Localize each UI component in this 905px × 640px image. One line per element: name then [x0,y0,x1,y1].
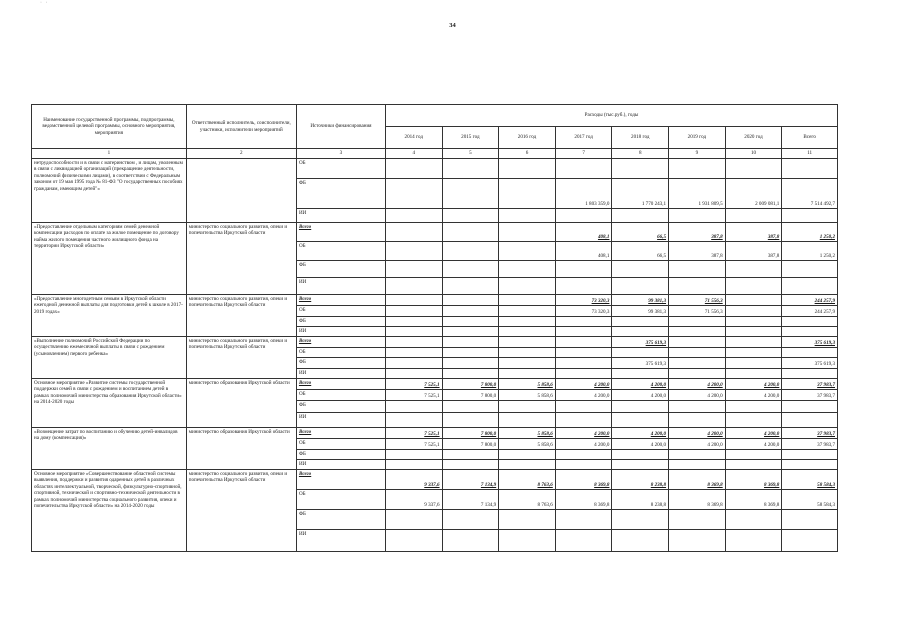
column-number: 10 [725,149,782,159]
year-value-cell: 5 858,6 [499,390,556,401]
year-value-cell [725,401,782,413]
year-value-cell: 8 369,8 [555,490,612,510]
year-value-cell [385,261,442,278]
year-value-cell [555,159,612,179]
year-value-cell: 4 200,0 [555,390,612,401]
year-value-cell [499,460,556,470]
year-value-cell: 387,8 [725,223,782,242]
year-value-cell: 5 858,6 [499,428,556,439]
year-value-cell [499,369,556,379]
year-value-cell [499,530,556,552]
year-value-cell [499,510,556,530]
total-value-cell: 1 250,2 [782,242,838,261]
year-value-cell [555,460,612,470]
table-row [32,379,838,390]
year-value-cell [669,369,726,379]
year-value-cell [442,242,499,261]
year-value-cell [385,369,442,379]
funding-source-cell: ИИ [296,530,385,552]
column-number: 6 [499,149,556,159]
year-value-cell [725,278,782,295]
program-name-cell: «Предоставление отдельным категориям семей денежной компенсации расходов по оплате за жилое помещение по договору найма жилого помещения частного жилищного фонда на территории Иркутской области» [32,223,187,295]
year-value-cell: 99 381,3 [612,295,669,306]
year-value-cell [725,295,782,306]
funding-source-cell: ОБ [296,306,385,317]
year-value-cell [442,295,499,306]
year-value-cell: 4 200,0 [669,379,726,390]
year-value-cell [499,278,556,295]
total-value-cell: 37 983,7 [782,379,838,390]
year-value-cell [612,369,669,379]
year-value-cell [725,450,782,460]
year-value-cell [669,159,726,179]
year-value-cell [385,327,442,337]
total-value-cell [782,261,838,278]
total-value-cell [782,530,838,552]
year-value-cell [725,261,782,278]
funding-source-cell: ИИ [296,460,385,470]
year-value-cell: 8 238,8 [612,490,669,510]
executor-cell [186,159,296,223]
total-value-cell [782,348,838,358]
year-value-cell: 73 320,3 [555,306,612,317]
year-value-cell: 4 200,0 [725,390,782,401]
year-value-cell: 1 770 243,1 [612,179,669,209]
table-row [32,295,838,306]
header-year: 2018 год [612,127,669,149]
year-value-cell: 1 803 359,0 [555,179,612,209]
year-value-cell [442,337,499,348]
funding-source-cell: Всего [296,470,385,490]
year-value-cell: 66,5 [612,223,669,242]
year-value-cell: 7 134,9 [442,490,499,510]
year-value-cell: 9 337,6 [385,490,442,510]
year-value-cell [612,413,669,428]
year-value-cell [442,460,499,470]
year-value-cell: 4 200,0 [669,439,726,450]
year-value-cell [385,295,442,306]
total-value-cell: 244 257,9 [782,295,838,306]
total-value-cell [782,413,838,428]
year-value-cell [385,450,442,460]
year-value-cell [612,209,669,223]
year-value-cell [612,278,669,295]
year-value-cell: 387,8 [669,223,726,242]
total-value-cell: 244 257,9 [782,306,838,317]
year-value-cell: 8 369,8 [555,470,612,490]
year-value-cell: 8 369,8 [669,490,726,510]
year-value-cell [669,413,726,428]
year-value-cell: 375 619,3 [612,337,669,348]
year-value-cell [725,348,782,358]
year-value-cell [669,460,726,470]
year-value-cell [385,209,442,223]
year-value-cell [612,510,669,530]
year-value-cell [385,460,442,470]
year-value-cell: 4 200,0 [555,379,612,390]
year-value-cell [499,358,556,369]
program-name-cell: нетрудоспособности и в связи с материнством , и лицам, уволенным в связи с ликвидацией организаций (прекращение деятельности, полномочий физическими лицами), в соответствии с Федеральным законом от 19 мая 1995 года № 81-ФЗ "О государственных пособиях гражданам, имеющим детей"» [32,159,187,223]
year-value-cell [555,261,612,278]
year-value-cell [669,317,726,327]
program-name-cell: «Предоставление многодетным семьям в Иркутской области ежегодной денежной выплаты для подготовки детей к школе в 2017-2019 годах» [32,295,187,337]
year-value-cell: 4 200,0 [555,428,612,439]
corner-mark: · · [40,0,49,6]
year-value-cell [555,209,612,223]
year-value-cell [499,317,556,327]
year-value-cell [385,413,442,428]
header-year: 2015 год [442,127,499,149]
year-value-cell [442,317,499,327]
year-value-cell: 99 381,3 [612,306,669,317]
year-value-cell [725,460,782,470]
funding-source-cell: ФБ [296,179,385,209]
table-row [32,337,838,348]
table-row [32,223,838,242]
year-value-cell [612,401,669,413]
table-row [32,159,838,179]
year-value-cell [385,358,442,369]
year-value-cell: 1 931 809,5 [669,179,726,209]
year-value-cell: 4 200,0 [612,390,669,401]
year-value-cell: 4 200,0 [555,439,612,450]
program-name-cell: «Выполнение полномочий Российской Федерации по осуществлению ежемесячной выплаты в связи с рождением (усыновлением) первого ребенка» [32,337,187,379]
year-value-cell [669,348,726,358]
header-source: Источники финансирования [296,105,385,149]
year-value-cell: 5 858,6 [499,379,556,390]
year-value-cell [499,223,556,242]
column-number: 8 [612,149,669,159]
year-value-cell [612,530,669,552]
funding-source-cell: ФБ [296,317,385,327]
year-value-cell [555,401,612,413]
year-value-cell: 7 525,1 [385,390,442,401]
year-value-cell [612,450,669,460]
table-body [32,159,838,552]
year-value-cell [669,278,726,295]
funding-source-cell: Всего [296,223,385,242]
year-value-cell [442,261,499,278]
executor-cell: министерство социального развития, опеки и попечительства Иркутской области [186,337,296,379]
funding-source-cell: Всего [296,337,385,348]
year-value-cell [385,401,442,413]
year-value-cell [669,450,726,460]
year-value-cell [385,242,442,261]
total-value-cell [782,369,838,379]
program-name-cell: Основное мероприятие «Совершенствование областной системы выявления, поддержки и развития одаренных детей в различных областях интеллектуальной, творческой, физкультурно-спортивной, спортивной, технической и спортивно-технической деятельности в рамках полномочий министерства социального развития, опеки и попечительства Иркутской области» на 2014-2020 годы [32,470,187,552]
header-year: 2020 год [725,127,782,149]
funding-source-cell: ИИ [296,413,385,428]
table-row [32,428,838,439]
header-year: 2019 год [669,127,726,149]
year-value-cell: 387,8 [725,242,782,261]
year-value-cell [385,337,442,348]
year-value-cell [385,223,442,242]
year-value-cell [499,337,556,348]
header-year: 2017 год [555,127,612,149]
year-value-cell [669,209,726,223]
year-value-cell [499,261,556,278]
year-value-cell [555,450,612,460]
program-name-cell: Основное мероприятие «Развитие системы государственной поддержки семей в связи с рождением и воспитанием детей в рамках полномочий министерства образования Иркутской области» на 2014-2020 годы [32,379,187,428]
year-value-cell [442,223,499,242]
year-value-cell [442,530,499,552]
year-value-cell: 7 134,9 [442,470,499,490]
funding-source-cell: ФБ [296,261,385,278]
column-number: 2 [186,149,296,159]
year-value-cell [499,295,556,306]
header-year: 2014 год [385,127,442,149]
year-value-cell [669,530,726,552]
year-value-cell: 4 200,0 [612,428,669,439]
year-value-cell [725,337,782,348]
year-value-cell: 8 763,6 [499,490,556,510]
year-value-cell: 8 369,8 [669,470,726,490]
year-value-cell [612,327,669,337]
page-number: 34 [449,22,456,29]
funding-source-cell: ОБ [296,348,385,358]
year-value-cell [442,179,499,209]
year-value-cell: 408,1 [555,223,612,242]
budget-table [31,104,838,552]
year-value-cell [612,460,669,470]
year-value-cell [385,159,442,179]
year-value-cell [385,317,442,327]
funding-source-cell: ИИ [296,369,385,379]
year-value-cell [499,401,556,413]
year-value-cell: 5 858,6 [499,439,556,450]
year-value-cell [725,159,782,179]
funding-source-cell: ФБ [296,510,385,530]
year-value-cell [385,348,442,358]
year-value-cell: 7 800,0 [442,379,499,390]
table-row [32,470,838,490]
funding-source-cell: ФБ [296,450,385,460]
year-value-cell [499,242,556,261]
year-value-cell: 4 200,0 [612,439,669,450]
year-value-cell: 9 337,6 [385,470,442,490]
year-value-cell [669,261,726,278]
year-value-cell [555,348,612,358]
total-value-cell [782,450,838,460]
year-value-cell [555,413,612,428]
executor-cell: министерство образования Иркутской области [186,379,296,428]
year-value-cell [499,413,556,428]
year-value-cell [725,317,782,327]
year-value-cell [555,358,612,369]
year-value-cell [385,510,442,530]
executor-cell: министерство социального развития, опеки и попечительства Иркутской области [186,295,296,337]
year-value-cell [499,306,556,317]
funding-source-cell: ОБ [296,490,385,510]
funding-source-cell: ОБ [296,390,385,401]
year-value-cell [555,530,612,552]
funding-source-cell: ИИ [296,209,385,223]
year-value-cell [442,401,499,413]
year-value-cell [499,209,556,223]
year-value-cell [725,413,782,428]
funding-source-cell: ИИ [296,327,385,337]
year-value-cell [385,530,442,552]
year-value-cell [612,159,669,179]
total-value-cell [782,460,838,470]
year-value-cell: 4 200,0 [725,439,782,450]
year-value-cell: 8 763,6 [499,470,556,490]
header-program: Наименование государственной программы, подпрограммы, ведомственной целевой программы, основного мероприятия, мероприятия [32,105,187,149]
year-value-cell [442,209,499,223]
year-value-cell: 8 238,8 [612,470,669,490]
year-value-cell [555,278,612,295]
year-value-cell [669,358,726,369]
year-value-cell [442,510,499,530]
year-value-cell [442,369,499,379]
column-number: 1 [32,149,187,159]
year-value-cell: 66,5 [612,242,669,261]
year-value-cell [499,179,556,209]
year-value-cell: 71 556,3 [669,306,726,317]
total-value-cell [782,278,838,295]
year-value-cell: 408,1 [555,242,612,261]
total-value-cell [782,510,838,530]
year-value-cell [669,337,726,348]
total-value-cell: 7 514 492,7 [782,179,838,209]
total-value-cell: 375 619,3 [782,337,838,348]
column-number: 3 [296,149,385,159]
year-value-cell [725,530,782,552]
year-value-cell [442,306,499,317]
year-value-cell [385,306,442,317]
executor-cell: министерство образования Иркутской области [186,428,296,470]
funding-source-cell: Всего [296,428,385,439]
total-value-cell [782,401,838,413]
year-value-cell [499,348,556,358]
funding-source-cell: ФБ [296,358,385,369]
total-value-cell [782,317,838,327]
funding-source-cell: ОБ [296,242,385,261]
year-value-cell [385,278,442,295]
executor-cell: министерство социального развития, опеки и попечительства Иркутской области [186,470,296,552]
header-expenses: Расходы (тыс.руб.), годы [385,105,837,127]
year-value-cell [725,358,782,369]
year-value-cell [385,179,442,209]
year-value-cell [725,369,782,379]
year-value-cell [669,401,726,413]
year-value-cell [499,327,556,337]
column-number: 9 [669,149,726,159]
year-value-cell [442,358,499,369]
program-name-cell: «Возмещение затрат по воспитанию и обучению детей-инвалидов на дому (компенсация)» [32,428,187,470]
year-value-cell [442,450,499,460]
total-value-cell: 1 250,2 [782,223,838,242]
total-value-cell: 37 983,7 [782,428,838,439]
executor-cell: министерство социального развития, опеки и попечительства Иркутской области [186,223,296,295]
year-value-cell [725,327,782,337]
year-value-cell [725,510,782,530]
year-value-cell: 7 800,0 [442,428,499,439]
year-value-cell [555,369,612,379]
year-value-cell [725,306,782,317]
header-year: 2016 год [499,127,556,149]
header-total: Всего [782,127,838,149]
year-value-cell [499,450,556,460]
column-number: 5 [442,149,499,159]
year-value-cell [555,337,612,348]
year-value-cell [555,317,612,327]
year-value-cell: 71 556,3 [669,295,726,306]
year-value-cell: 387,8 [669,242,726,261]
year-value-cell: 7 800,0 [442,390,499,401]
total-value-cell: 375 619,3 [782,358,838,369]
year-value-cell: 4 200,0 [725,379,782,390]
year-value-cell [442,278,499,295]
total-value-cell: 37 983,7 [782,390,838,401]
year-value-cell [669,510,726,530]
year-value-cell [555,510,612,530]
column-number: 7 [555,149,612,159]
year-value-cell [499,159,556,179]
year-value-cell [442,348,499,358]
funding-source-cell: ФБ [296,401,385,413]
funding-source-cell: ИИ [296,278,385,295]
year-value-cell [555,327,612,337]
total-value-cell: 58 584,3 [782,470,838,490]
funding-source-cell: ОБ [296,439,385,450]
year-value-cell [612,348,669,358]
year-value-cell [612,317,669,327]
total-value-cell: 58 584,3 [782,490,838,510]
year-value-cell [442,413,499,428]
year-value-cell [725,209,782,223]
year-value-cell: 375 619,3 [612,358,669,369]
total-value-cell: 37 983,7 [782,439,838,450]
year-value-cell: 7 525,1 [385,379,442,390]
year-value-cell: 7 525,1 [385,439,442,450]
column-number: 4 [385,149,442,159]
year-value-cell: 8 369,8 [725,470,782,490]
year-value-cell: 7 525,1 [385,428,442,439]
column-number: 11 [782,149,838,159]
year-value-cell: 4 200,0 [669,390,726,401]
year-value-cell [669,327,726,337]
header-executor: Ответственный исполнитель, соисполнители, участники, исполнители мероприятий [186,105,296,149]
year-value-cell [442,327,499,337]
year-value-cell [442,159,499,179]
year-value-cell: 2 009 081,1 [725,179,782,209]
funding-source-cell: ОБ [296,159,385,179]
year-value-cell: 8 369,8 [725,490,782,510]
year-value-cell: 7 800,0 [442,439,499,450]
total-value-cell [782,327,838,337]
year-value-cell: 4 200,0 [725,428,782,439]
total-value-cell [782,209,838,223]
year-value-cell [612,261,669,278]
funding-source-cell: Всего [296,295,385,306]
funding-source-cell: Всего [296,379,385,390]
total-value-cell [782,159,838,179]
year-value-cell: 73 320,3 [555,295,612,306]
year-value-cell: 4 200,0 [669,428,726,439]
year-value-cell: 4 200,0 [612,379,669,390]
